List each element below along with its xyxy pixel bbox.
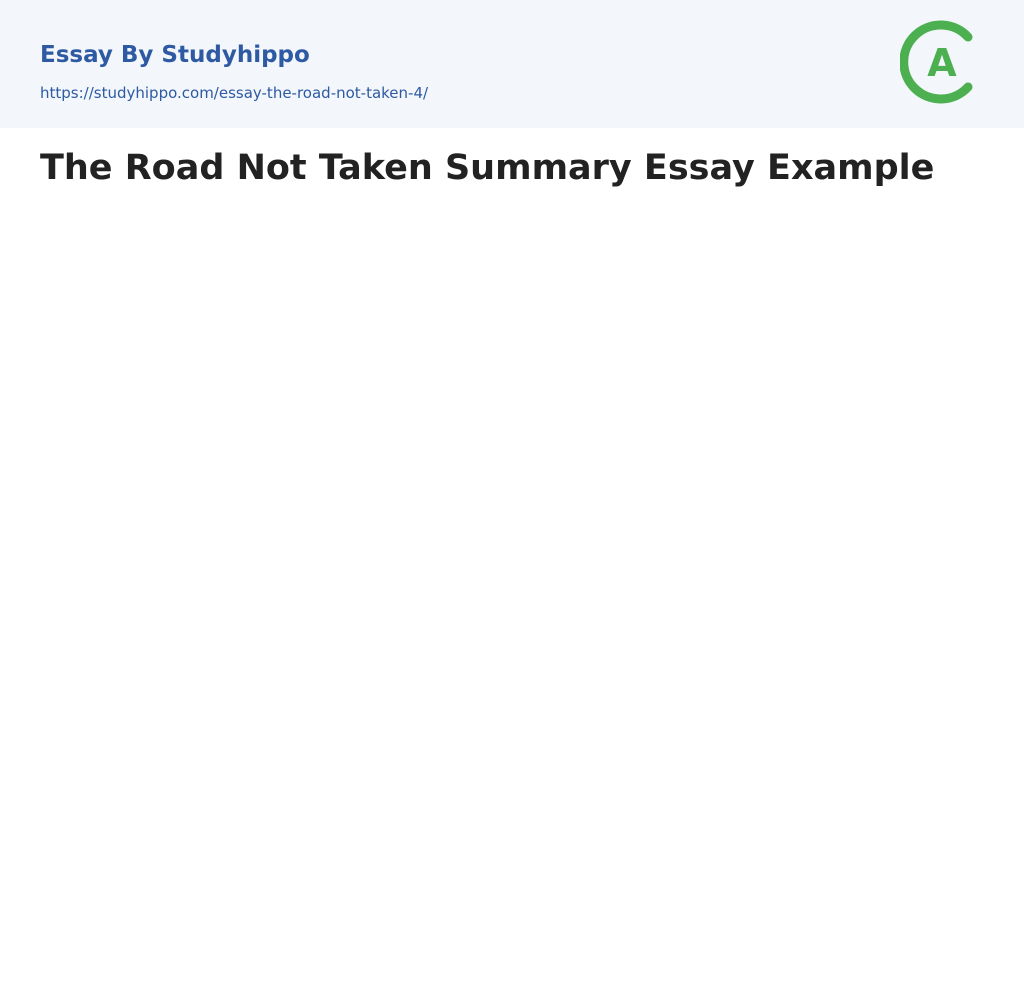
site-title: Essay By Studyhippo	[40, 42, 310, 68]
svg-text:A: A	[927, 41, 957, 85]
page-title: The Road Not Taken Summary Essay Example	[40, 148, 935, 188]
studyhippo-logo[interactable]	[900, 20, 984, 104]
essay-url-link[interactable]: https://studyhippo.com/essay-the-road-not-taken-4/	[40, 84, 429, 102]
site-header	[0, 0, 1024, 128]
logo-a-icon	[900, 20, 984, 104]
essay-article	[0, 128, 1024, 188]
